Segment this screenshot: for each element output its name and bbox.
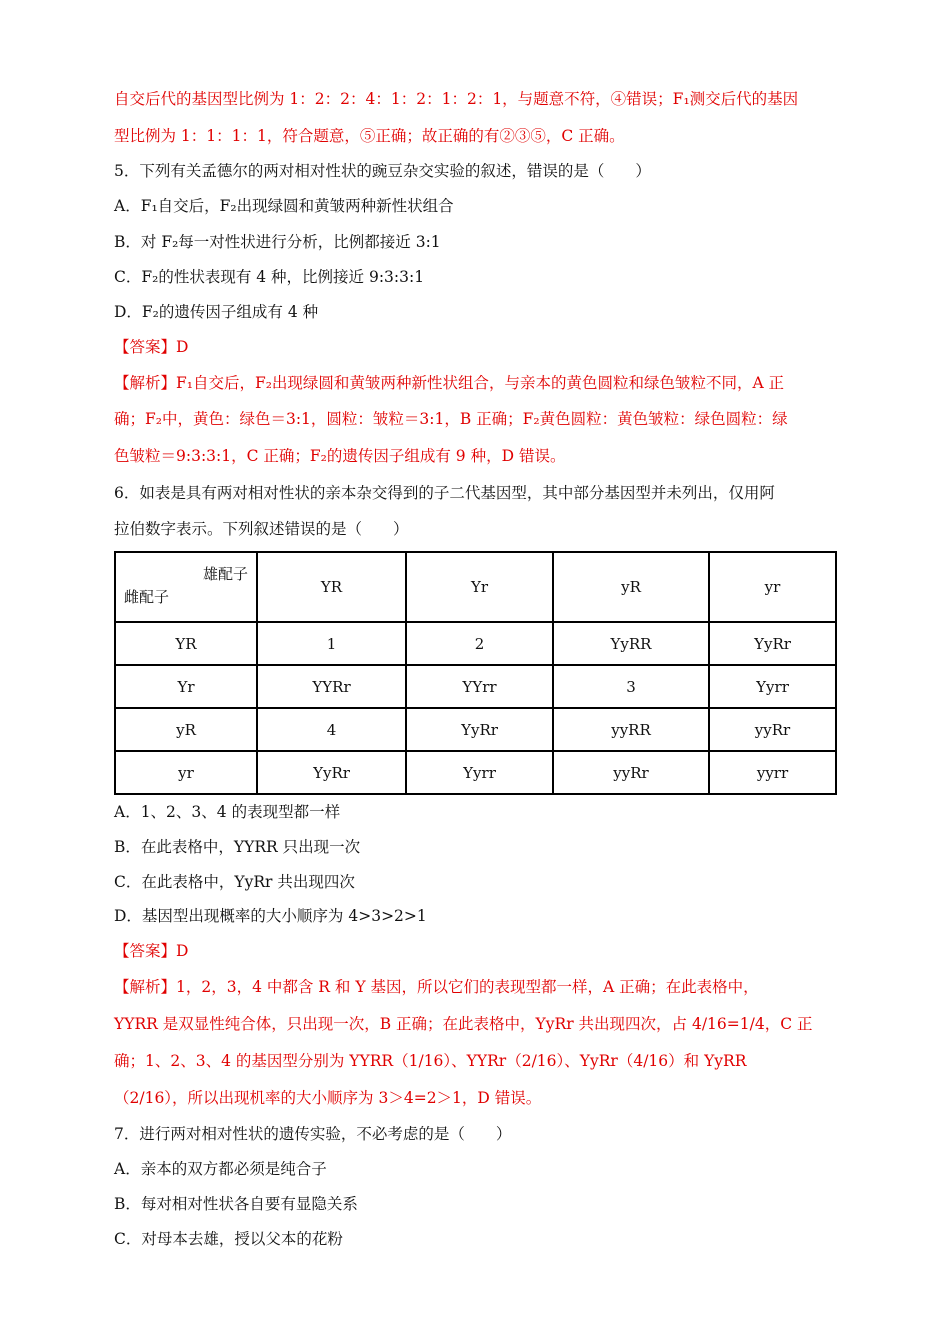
row-header: yr xyxy=(115,751,257,794)
column-header: YR xyxy=(257,552,406,622)
question-5-analysis-line-1: 【解析】F₁自交后，F₂出现绿圆和黄皱两种新性状组合，与亲本的黄色圆粒和绿色皱粒不同，A 正 xyxy=(114,374,785,392)
table-header-row xyxy=(115,552,836,622)
question-5-option-b: B．对 F₂每一对性状进行分析，比例都接近 3:1 xyxy=(114,233,441,251)
table-cell: 4 xyxy=(257,708,406,751)
table-cell: YyRr xyxy=(709,622,836,665)
column-header: Yr xyxy=(406,552,553,622)
question-7-stem: 7．进行两对相对性状的遗传实验，不必考虑的是（ ） xyxy=(114,1125,512,1143)
question-7-option-c: C．对母本去雄，授以父本的花粉 xyxy=(114,1230,343,1248)
question-6-option-d: D．基因型出现概率的大小顺序为 4>3>2>1 xyxy=(114,907,427,925)
table-row xyxy=(115,708,836,751)
table-cell: yyRR xyxy=(553,708,709,751)
table-cell: YYRr xyxy=(257,665,406,708)
genotype-table xyxy=(114,551,837,795)
table-row xyxy=(115,751,836,794)
question-7-option-b: B．每对相对性状各自要有显隐关系 xyxy=(114,1195,358,1213)
row-header: Yr xyxy=(115,665,257,708)
row-header: yR xyxy=(115,708,257,751)
table-cell: Yyrr xyxy=(709,665,836,708)
column-header: yr xyxy=(709,552,836,622)
question-5-analysis-line-3: 色皱粒＝9:3:3:1，C 正确；F₂的遗传因子组成有 9 种，D 错误。 xyxy=(114,447,566,465)
analysis-continued-line-2: 型比例为 1：1：1：1，符合题意，⑤正确；故正确的有②③⑤，C 正确。 xyxy=(114,127,625,145)
question-6-analysis-line-4: （2/16），所以出现机率的大小顺序为 3＞4=2＞1，D 错误。 xyxy=(114,1089,542,1107)
table-row xyxy=(115,622,836,665)
table-cell: 3 xyxy=(553,665,709,708)
question-6-answer: 【答案】D xyxy=(114,942,189,960)
table-cell: Yyrr xyxy=(406,751,553,794)
question-5-answer: 【答案】D xyxy=(114,338,189,356)
question-6-option-c: C．在此表格中，YyRr 共出现四次 xyxy=(114,873,355,891)
table-cell: yyrr xyxy=(709,751,836,794)
table-cell: YyRR xyxy=(553,622,709,665)
header-dashed-divider xyxy=(114,622,256,623)
table-cell: YyRr xyxy=(257,751,406,794)
table-corner-cell xyxy=(115,552,257,622)
table-cell: yyRr xyxy=(709,708,836,751)
question-6-analysis-line-3: 确；1、2、3、4 的基因型分别为 YYRR（1/16）、YYRr（2/16）、YyRr（4/16）和 YyRR xyxy=(114,1052,747,1070)
question-6-stem-line-1: 6．如表是具有两对相对性状的亲本杂交得到的子二代基因型，其中部分基因型并未列出，仅用阿 xyxy=(114,484,775,502)
question-6-analysis-line-2: YYRR 是双显性纯合体，只出现一次，B 正确；在此表格中，YyRr 共出现四次，占 4/16=1/4，C 正 xyxy=(114,1015,813,1033)
table-cell: YYrr xyxy=(406,665,553,708)
corner-female-label: 雌配子 xyxy=(124,588,170,606)
question-6-option-a: A．1、2、3、4 的表现型都一样 xyxy=(114,803,341,821)
table-cell: 2 xyxy=(406,622,553,665)
row-header: YR xyxy=(115,622,257,665)
table-cell: 1 xyxy=(257,622,406,665)
corner-male-label: 雄配子 xyxy=(202,565,248,583)
question-5-option-a: A．F₁自交后，F₂出现绿圆和黄皱两种新性状组合 xyxy=(114,197,454,215)
question-5-analysis-line-2: 确；F₂中，黄色：绿色＝3:1，圆粒：皱粒＝3:1，B 正确；F₂黄色圆粒：黄色皱粒：绿色圆粒：绿 xyxy=(114,410,788,428)
table-cell: yyRr xyxy=(553,751,709,794)
table-row xyxy=(115,665,836,708)
table-cell: YyRr xyxy=(406,708,553,751)
question-6-option-b: B．在此表格中，YYRR 只出现一次 xyxy=(114,838,361,856)
column-header: yR xyxy=(553,552,709,622)
question-5-stem: 5．下列有关孟德尔的两对相对性状的豌豆杂交实验的叙述，错误的是（ ） xyxy=(114,162,651,180)
question-5-option-d: D．F₂的遗传因子组成有 4 种 xyxy=(114,303,319,321)
analysis-continued-line-1: 自交后代的基因型比例为 1：2：2：4：1：2：1：2：1，与题意不符，④错误；F₁测交后代的基因 xyxy=(114,90,799,108)
question-7-option-a: A．亲本的双方都必须是纯合子 xyxy=(114,1160,327,1178)
question-5-option-c: C．F₂的性状表现有 4 种，比例接近 9:3:3:1 xyxy=(114,268,425,286)
question-6-analysis-line-1: 【解析】1，2，3，4 中都含 R 和 Y 基因，所以它们的表现型都一样，A 正确；在此表格中， xyxy=(114,978,759,996)
question-6-stem-line-2: 拉伯数字表示。下列叙述错误的是（ ） xyxy=(114,520,409,538)
